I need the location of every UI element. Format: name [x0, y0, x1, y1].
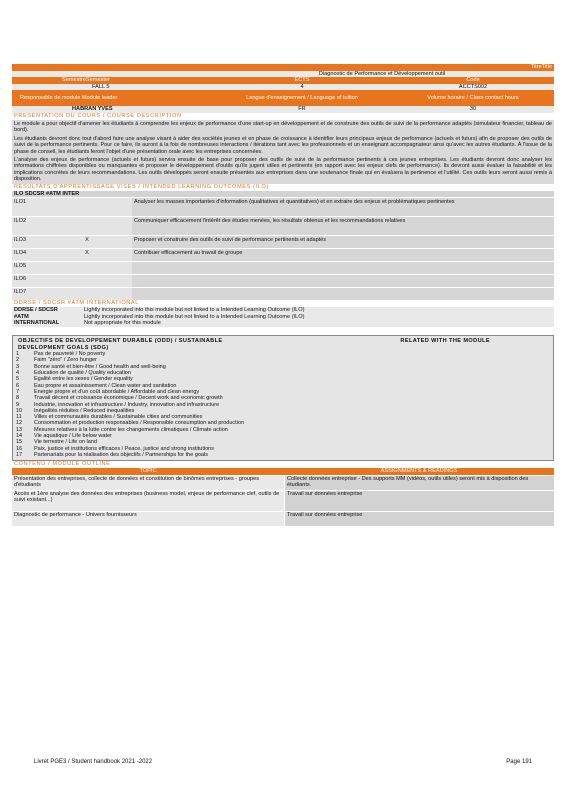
- page-footer: [34, 759, 532, 765]
- ects-label: ECTS: [294, 77, 310, 84]
- ilo-code: ILO5: [12, 262, 42, 274]
- semester-value: FALL 5: [92, 83, 110, 90]
- ilo-marks: [42, 288, 132, 300]
- ilo-header-label: ILO SDCSR #ATM INTER: [14, 190, 80, 197]
- presentation-para-3: L'analyse des enjeux de performance (actuels et futurs) servira ensuite de base pour proposer des outils de suivi de la performance pertinents à ces jeunes entreprises. Les étudiants devront donc analyser les informations chiffrées disponibles ou manquantes et proposer le développement d'outils qu'ils jugent utiles et pertinents (en rapport avec les enjeux clefs de performance). Ils devront aussi évaluer la faisabilité et les implications concrètes de leurs recommandations. Les outils développés seront ensuite présentés aux entreprises dans une soutenance finale qui en évaluera la pertinence et l'utilité. Ces outils leurs seront aussi remis à disposition.: [14, 157, 552, 183]
- assign-label: ASSIGNMENTS & READINGS: [380, 468, 458, 475]
- legend-title: DDRSE / SDCSR #ATM INTERNATIONAL: [14, 300, 139, 307]
- sdg-number: 11: [16, 414, 22, 421]
- title-bar: [12, 64, 554, 71]
- table-row: [12, 475, 554, 490]
- sdg-text: Bonne santé et bien-être / Good health and well-being: [34, 363, 166, 370]
- table-row: [12, 274, 554, 287]
- language-value: FR: [298, 106, 306, 113]
- hours-value: 30: [469, 106, 477, 113]
- sdg-box: [12, 335, 554, 461]
- language-label: Langue d'enseignement / Language of tuition: [246, 95, 358, 102]
- table-row: [12, 511, 554, 526]
- semester-header-row: [12, 77, 554, 84]
- ilo-text: Communiquer efficacement l'intérêt des études menées, les résultats obtenus et les recommandations relatives: [132, 217, 554, 235]
- table-row: [12, 248, 554, 261]
- sdg-text: Vie terrestre / Life on land: [34, 439, 97, 446]
- sdg-number: 13: [16, 426, 23, 433]
- module-sheet: [12, 64, 554, 526]
- legend-key: DDRSE / SDCSR: [12, 307, 82, 314]
- sdg-text: Eau propre et assainissement / Clean water and sanitation: [34, 382, 177, 389]
- ilo-marks: [42, 262, 132, 274]
- ilo-marks: X: [42, 236, 132, 248]
- responsible-value: HABRAN YVES: [72, 106, 113, 113]
- ilo-header: [12, 191, 554, 198]
- topic-cell: Accès et 1ère analyse des données des entreprises (business model, enjeux de performance clef, outils de suivi existant...): [12, 491, 284, 511]
- assign-cell: Collecte données entreprise - Des supports MM (vidéos, outils utiles) seront mis à disposition des étudiants.: [284, 476, 554, 490]
- ilo-code: ILO7: [12, 288, 42, 300]
- ects-value: 4: [300, 83, 304, 90]
- sdg-number: 10: [16, 407, 23, 414]
- sdg-number: 3: [16, 363, 20, 370]
- legend-table: [12, 307, 554, 327]
- ilo-code: ILO6: [12, 275, 42, 287]
- topic-cell: Présentation des entreprises, collecte de données et constitution de binômes entreprises - groupes d'étudiants: [12, 476, 284, 490]
- sdg-number: 16: [16, 445, 23, 452]
- table-row: [12, 314, 554, 321]
- content-title: CONTENU / MODULE OUTLINE: [14, 461, 111, 468]
- presentation-para-1: Le module a pour objectif d'amener les étudiants à comprendre les enjeux de performance d'une start-up en développement et de construire des outils de suivi de la performance adaptés (simulateur financier, tableau de bord).: [14, 120, 552, 134]
- sdg-title: OBJECTIFS DE DEVELOPPEMENT DURABLE (ODD) / SUSTAINABLE DEVELOPMENT GOALS (SDG): [18, 338, 223, 351]
- sdg-text: Partenariats pour la réalisation des objectifs / Partnerships for the goals: [34, 451, 208, 458]
- content-table: [12, 475, 554, 526]
- sdg-text: Faim "zéro" / Zero hunger: [34, 357, 97, 364]
- ilo-text: Contribuer efficacement au travail de groupe: [132, 249, 554, 261]
- topic-cell: Diagnostic de performance - Univers fournisseurs: [12, 512, 284, 526]
- ilo-code: ILO3: [12, 236, 42, 248]
- legend-value: Not appropriate for this module: [82, 320, 554, 327]
- sdg-number: 6: [16, 382, 20, 389]
- sdg-number: 14: [16, 433, 23, 440]
- semester-value-row: [12, 84, 554, 91]
- sdg-text: Energie propre et d'un coût abordable / Affordable and clean energy: [34, 388, 200, 395]
- responsible-label: Responsable de module Module leader: [20, 95, 118, 102]
- table-row: [12, 307, 554, 314]
- table-row: [12, 235, 554, 248]
- sdg-text: Villes et communautés durables / Sustainable cities and communities: [34, 414, 203, 421]
- sdg-number: 15: [16, 439, 23, 446]
- module-title-row: [12, 71, 554, 78]
- sdg-text: Mesures relatives à la lutte contre les changements climatiques / Climate action: [34, 426, 228, 433]
- sdg-text: Pas de pauvreté / No poverty: [34, 351, 106, 358]
- footer-left: Livret PGE3 / Student handbook 2021 -2022: [34, 759, 153, 765]
- presentation-para-2: Les étudiants devront donc tout d'abord faire une analyse visant à aider des sociétés jeunes et en phase de croissance à identifier leurs principaux enjeux de performance (actuels et futurs) afin de proposer des outils de suivi de la performance pertinents. Pour ce faire, ils auront à la fois de nombreuses interactions / itérations tant avec les professionnels et un enseignant accompagnateur ainsi qu'avec les autres étudiants. À l'issue de la phase de conseil, les étudiants feront l'objet d'une présentation orale avec les entreprises concernées.: [14, 135, 552, 155]
- sdg-number: 17: [16, 451, 23, 458]
- content-header: [12, 468, 554, 475]
- ilo-marks: [42, 198, 132, 216]
- sdg-text: Travail décent et croissance économique / Decent work and economic growth: [34, 395, 223, 402]
- assign-cell: Travail sur données entreprise: [284, 491, 554, 511]
- sdg-text: Egalité entre les sexes / Gender equality: [34, 376, 133, 383]
- sdg-header: [16, 338, 550, 351]
- topic-label: TOPIC: [139, 468, 157, 475]
- sdg-number: 1: [16, 351, 20, 358]
- table-row: [12, 216, 554, 235]
- table-row: [12, 490, 554, 511]
- code-value: ACCTS002: [458, 83, 488, 90]
- ilo-text: [132, 288, 554, 300]
- ilo-code: ILO1: [12, 198, 42, 216]
- ilo-code: ILO4: [12, 249, 42, 261]
- sdg-text: Paix, justice et institutions efficaces / Peace, justice and strong institutions: [34, 445, 214, 452]
- sdg-text: Consommation et production responsables / Responsible consumption and production: [34, 420, 245, 427]
- page-number: Page 191: [506, 759, 532, 765]
- ilo-marks: [42, 217, 132, 235]
- legend-key: #ATM: [12, 314, 82, 321]
- sdg-number: 8: [16, 395, 20, 402]
- semester-label: SemestreSemester: [62, 77, 110, 84]
- sdg-number: 7: [16, 388, 20, 395]
- ilo-marks: X: [42, 249, 132, 261]
- ilo-text: [132, 275, 554, 287]
- code-label: Code: [466, 77, 480, 84]
- sdg-number: 2: [16, 357, 20, 364]
- sdg-list: [16, 351, 550, 458]
- hours-label: Volume horaire / Class contact hours: [427, 95, 519, 102]
- legend-value: Lightly incorporated into this module but not linked to a Intended Learning Outcome (ILO): [82, 314, 554, 321]
- responsible-header-row: [12, 90, 554, 106]
- legend-key: INTERNATIONAL: [12, 320, 82, 327]
- sdg-text: Vie aquatique / Life below water: [34, 433, 112, 440]
- table-row: [12, 287, 554, 300]
- ilo-text: [132, 262, 554, 274]
- ilo-text: Proposer et construire des outils de suivi de performance pertinents et adaptés: [132, 236, 554, 248]
- legend-value: Lightly incorporated into this module but not linked to a Intended Learning Outcome (ILO): [82, 307, 554, 314]
- ilo-table: [12, 197, 554, 300]
- module-title: Diagnostic de Performance et Développement outil: [318, 70, 446, 77]
- table-row: [12, 197, 554, 216]
- sdg-number: 9: [16, 401, 20, 408]
- responsible-value-row: [12, 106, 554, 113]
- ilo-text: Analyser les masses importantes d'information (qualitatives et quantitatives) et en extraire des enjeux et problématiques pertinentes: [132, 198, 554, 216]
- sdg-number: 12: [16, 420, 23, 427]
- table-row: [12, 261, 554, 274]
- ilo-code: ILO2: [12, 217, 42, 235]
- presentation-title: PRESENTATION DU COURS / COURSE DESCRIPTION: [14, 112, 182, 119]
- title-bar-label: TitreTitle: [12, 64, 554, 71]
- assign-cell: Travail sur données entreprise: [284, 512, 554, 526]
- sdg-item: [16, 452, 550, 458]
- sdg-number: 5: [16, 376, 20, 383]
- sdg-text: Inégalités réduites / Reduced inequalities: [34, 407, 135, 414]
- sdg-text: Education de qualité / Quality education: [34, 370, 131, 377]
- ilo-title: RESULTATS D'APPRENTISSAGE VISES / INTENDED LEARNING OUTCOMES (ILO): [14, 183, 269, 190]
- ilo-marks: [42, 275, 132, 287]
- sdg-number: 4: [16, 370, 20, 377]
- sdg-text: Industrie, innovation et infrastructure / Industry, innovation and infrastructure: [34, 401, 220, 408]
- sdg-related-title: RELATED WITH THE MODULE: [400, 338, 490, 344]
- table-row: [12, 320, 554, 327]
